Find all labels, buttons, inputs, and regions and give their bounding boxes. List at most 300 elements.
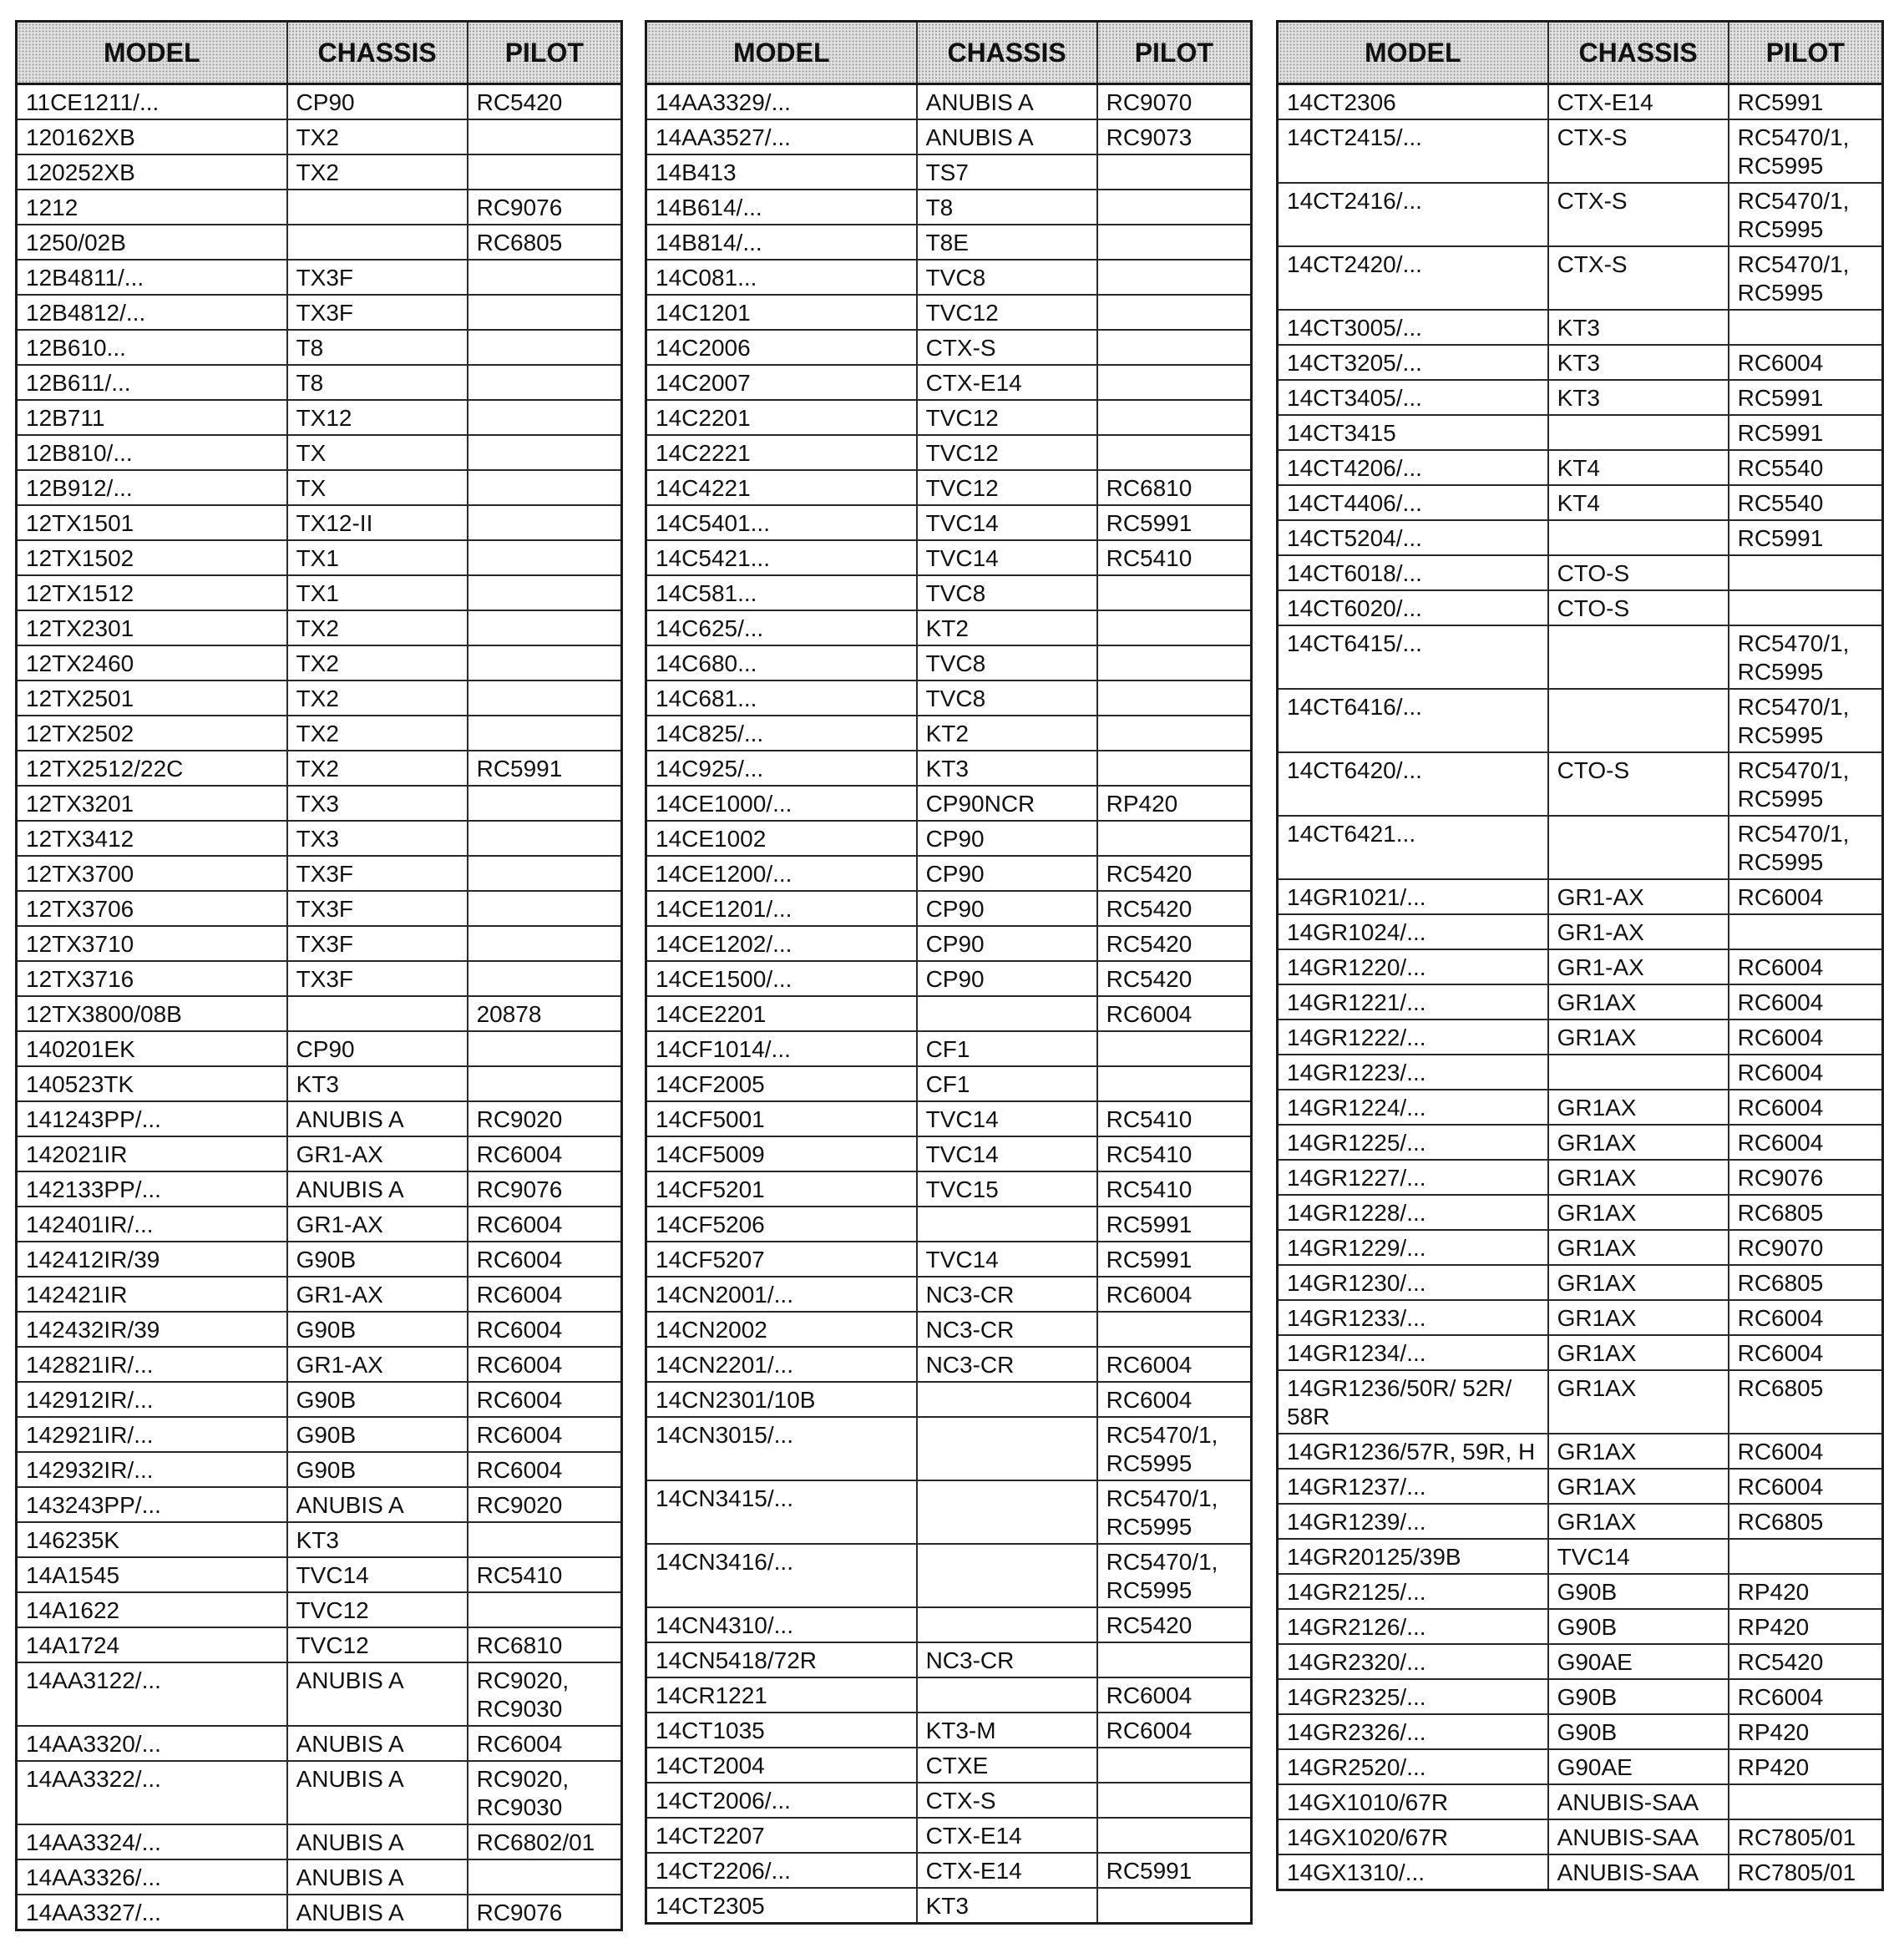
table-row xyxy=(646,154,1252,190)
chassis-cell: CTX-E14 xyxy=(1548,84,1729,120)
model-cell: 12TX3800/08B xyxy=(17,996,287,1031)
chassis-cell: CP90 xyxy=(917,961,1097,996)
table-row xyxy=(17,716,622,751)
table-row xyxy=(646,1607,1252,1642)
model-cell: 14CN3015/... xyxy=(646,1417,917,1480)
model-cell: 14CT6018/... xyxy=(1278,555,1548,590)
chassis-cell: ANUBIS-SAA xyxy=(1548,1854,1729,1890)
chassis-cell: TX3F xyxy=(287,926,468,961)
model-cell: 143243PP/... xyxy=(17,1487,287,1522)
table-row xyxy=(1278,689,1883,752)
chassis-cell: CTX-S xyxy=(917,330,1097,365)
model-cell: 14CT3405/... xyxy=(1278,380,1548,415)
model-cell: 14C681... xyxy=(646,680,917,716)
pilot-cell xyxy=(1097,1888,1252,1924)
model-cell: 14CE1002 xyxy=(646,821,917,856)
chassis-cell: CF1 xyxy=(917,1066,1097,1101)
model-cell: 120252XB xyxy=(17,154,287,190)
pilot-cell: RC5410 xyxy=(1097,540,1252,575)
pilot-cell xyxy=(1097,1066,1252,1101)
pilot-cell: RC6805 xyxy=(1729,1504,1883,1539)
model-cell: 14CN2201/... xyxy=(646,1347,917,1382)
chassis-header: CHASSIS xyxy=(287,22,468,84)
chassis-cell: TX12-II xyxy=(287,505,468,540)
pilot-cell: RC6004 xyxy=(468,1242,622,1277)
chassis-cell: ANUBIS-SAA xyxy=(1548,1819,1729,1854)
chassis-cell: TVC8 xyxy=(917,645,1097,680)
table-row xyxy=(1278,450,1883,485)
model-cell: 14GR1225/... xyxy=(1278,1125,1548,1160)
pilot-cell: RC6004 xyxy=(1729,1679,1883,1714)
model-cell: 14GR2326/... xyxy=(1278,1714,1548,1749)
chassis-cell: KT3 xyxy=(917,751,1097,786)
table-row xyxy=(1278,310,1883,345)
model-cell: 14CT2004 xyxy=(646,1748,917,1783)
pilot-cell: RC5470/1, RC5995 xyxy=(1097,1480,1252,1544)
model-cell: 14CN2002 xyxy=(646,1312,917,1347)
pilot-cell xyxy=(1729,1784,1883,1819)
table-row xyxy=(1278,1160,1883,1195)
chassis-cell: ANUBIS A xyxy=(287,1171,468,1207)
table-row xyxy=(646,1480,1252,1544)
chassis-cell: TS7 xyxy=(917,154,1097,190)
table-row xyxy=(1278,879,1883,914)
chassis-cell: TX3F xyxy=(287,961,468,996)
model-cell: 12TX1501 xyxy=(17,505,287,540)
pilot-cell: RC6004 xyxy=(1729,1090,1883,1125)
table-row xyxy=(1278,183,1883,246)
model-cell: 14CT2415/... xyxy=(1278,119,1548,183)
pilot-cell: RC9070 xyxy=(1097,84,1252,120)
pilot-cell: RC5540 xyxy=(1729,485,1883,520)
table-row xyxy=(17,1101,622,1136)
model-cell: 142421IR xyxy=(17,1277,287,1312)
model-cell: 14AA3122/... xyxy=(17,1662,287,1726)
chassis-cell: G90B xyxy=(1548,1714,1729,1749)
table-row xyxy=(1278,752,1883,816)
model-cell: 14GR2325/... xyxy=(1278,1679,1548,1714)
table-row xyxy=(17,1592,622,1627)
pilot-cell xyxy=(1097,751,1252,786)
chassis-cell: TVC14 xyxy=(287,1557,468,1592)
chassis-cell: CP90 xyxy=(917,926,1097,961)
chassis-cell: GR1AX xyxy=(1548,1125,1729,1160)
pilot-cell xyxy=(1097,1818,1252,1853)
pilot-cell: RC6004 xyxy=(468,1726,622,1761)
pilot-cell: RC6004 xyxy=(1729,879,1883,914)
pilot-cell xyxy=(1097,1748,1252,1783)
chassis-cell: ANUBIS A xyxy=(287,1726,468,1761)
pilot-header: PILOT xyxy=(1729,22,1883,84)
pilot-cell: RC5410 xyxy=(1097,1136,1252,1171)
chassis-cell xyxy=(917,1207,1097,1242)
model-cell: 14GR2126/... xyxy=(1278,1609,1548,1644)
pilot-cell: 20878 xyxy=(468,996,622,1031)
pilot-cell: RC6004 xyxy=(1097,996,1252,1031)
model-header: MODEL xyxy=(1278,22,1548,84)
table-row xyxy=(646,575,1252,610)
pilot-cell xyxy=(468,1592,622,1627)
model-cell: 142921IR/... xyxy=(17,1417,287,1452)
table-row xyxy=(17,400,622,435)
pilot-cell: RC6004 xyxy=(1729,1469,1883,1504)
table-row xyxy=(17,1031,622,1066)
chassis-cell: G90B xyxy=(287,1242,468,1277)
model-cell: 14GR2125/... xyxy=(1278,1574,1548,1609)
pilot-cell xyxy=(468,891,622,926)
model-cell: 14CT5204/... xyxy=(1278,520,1548,555)
pilot-cell: RC5991 xyxy=(1729,415,1883,450)
model-cell: 12TX2512/22C xyxy=(17,751,287,786)
model-cell: 14GR1234/... xyxy=(1278,1335,1548,1370)
table-row xyxy=(1278,415,1883,450)
table-row xyxy=(17,1171,622,1207)
chassis-cell: TVC14 xyxy=(917,505,1097,540)
table-row xyxy=(1278,1300,1883,1335)
model-cell: 14CR1221 xyxy=(646,1677,917,1713)
table-row xyxy=(646,435,1252,470)
pilot-cell xyxy=(1097,716,1252,751)
pilot-cell xyxy=(468,295,622,330)
table-row xyxy=(1278,1644,1883,1679)
chassis-cell: TX1 xyxy=(287,575,468,610)
pilot-cell xyxy=(468,1859,622,1895)
table-row xyxy=(1278,380,1883,415)
chassis-cell: GR1-AX xyxy=(1548,879,1729,914)
chassis-cell: TX1 xyxy=(287,540,468,575)
chassis-cell xyxy=(1548,816,1729,879)
model-cell: 14CF2005 xyxy=(646,1066,917,1101)
chassis-cell: CTX-E14 xyxy=(917,1853,1097,1888)
model-cell: 14C925/... xyxy=(646,751,917,786)
chassis-cell: G90B xyxy=(1548,1679,1729,1714)
model-cell: 12TX2460 xyxy=(17,645,287,680)
pilot-header: PILOT xyxy=(468,22,622,84)
model-cell: 14GR1021/... xyxy=(1278,879,1548,914)
model-cell: 14CT2305 xyxy=(646,1888,917,1924)
pilot-cell: RC5470/1, RC5995 xyxy=(1097,1544,1252,1607)
model-cell: 12B4812/... xyxy=(17,295,287,330)
table-row xyxy=(646,540,1252,575)
chassis-cell: GR1AX xyxy=(1548,1469,1729,1504)
model-cell: 14CF5001 xyxy=(646,1101,917,1136)
chassis-cell: G90B xyxy=(1548,1574,1729,1609)
model-cell: 14GR1221/... xyxy=(1278,984,1548,1019)
chassis-cell: CTO-S xyxy=(1548,590,1729,625)
table-row xyxy=(1278,914,1883,949)
chassis-cell: TVC12 xyxy=(917,470,1097,505)
table-row xyxy=(646,1713,1252,1748)
model-cell: 1212 xyxy=(17,190,287,225)
model-cell: 14CF1014/... xyxy=(646,1031,917,1066)
pilot-cell: RC6004 xyxy=(1097,1277,1252,1312)
model-cell: 14C2006 xyxy=(646,330,917,365)
table-row xyxy=(1278,555,1883,590)
pilot-cell xyxy=(468,260,622,295)
model-cell: 12TX3710 xyxy=(17,926,287,961)
pilot-cell: RC9076 xyxy=(468,190,622,225)
table-row xyxy=(1278,1019,1883,1055)
model-cell: 14CE1201/... xyxy=(646,891,917,926)
pilot-cell xyxy=(468,821,622,856)
model-cell: 14CE1202/... xyxy=(646,926,917,961)
chassis-cell: G90B xyxy=(287,1417,468,1452)
model-cell: 14GR1229/... xyxy=(1278,1230,1548,1265)
chassis-cell: TX xyxy=(287,435,468,470)
table-row xyxy=(1278,246,1883,310)
chassis-cell: ANUBIS A xyxy=(287,1859,468,1895)
pilot-cell xyxy=(468,330,622,365)
chassis-cell: TVC12 xyxy=(917,435,1097,470)
pilot-cell: RC5991 xyxy=(1729,520,1883,555)
model-cell: 12B610... xyxy=(17,330,287,365)
pilot-cell xyxy=(1097,1783,1252,1818)
table-row xyxy=(17,1136,622,1171)
pilot-cell xyxy=(468,400,622,435)
table-row xyxy=(1278,1854,1883,1890)
table-row xyxy=(646,1382,1252,1417)
pilot-cell xyxy=(468,680,622,716)
model-cell: 14C5421... xyxy=(646,540,917,575)
pilot-cell xyxy=(468,716,622,751)
chassis-cell: GR1AX xyxy=(1548,1370,1729,1434)
model-cell: 142021IR xyxy=(17,1136,287,1171)
pilot-cell xyxy=(468,1522,622,1557)
chassis-cell: CTX-S xyxy=(917,1783,1097,1818)
model-cell: 14C2221 xyxy=(646,435,917,470)
table-row xyxy=(1278,1714,1883,1749)
pilot-cell: RC6004 xyxy=(1729,1019,1883,1055)
chassis-cell: GR1AX xyxy=(1548,1265,1729,1300)
pilot-cell xyxy=(1097,260,1252,295)
chassis-cell: CP90 xyxy=(917,891,1097,926)
chassis-cell: TX xyxy=(287,470,468,505)
pilot-cell: RC5420 xyxy=(1097,961,1252,996)
model-cell: 14A1545 xyxy=(17,1557,287,1592)
chassis-cell: T8 xyxy=(287,330,468,365)
pilot-cell: RC6004 xyxy=(1729,984,1883,1019)
pilot-cell xyxy=(1097,330,1252,365)
chassis-cell: TVC14 xyxy=(1548,1539,1729,1574)
pilot-cell: RC6004 xyxy=(1097,1713,1252,1748)
table-row xyxy=(1278,1469,1883,1504)
table-row xyxy=(1278,485,1883,520)
pilot-cell xyxy=(1729,914,1883,949)
chassis-cell: TX3F xyxy=(287,856,468,891)
chassis-cell: GR1AX xyxy=(1548,984,1729,1019)
model-cell: 14GR1236/50R/ 52R/ 58R xyxy=(1278,1370,1548,1434)
model-cell: 14CN4310/... xyxy=(646,1607,917,1642)
table-row xyxy=(17,435,622,470)
pilot-cell xyxy=(1097,645,1252,680)
table-row xyxy=(17,1417,622,1452)
chassis-cell: KT3 xyxy=(1548,310,1729,345)
table-row xyxy=(646,1171,1252,1207)
pilot-cell: RC5420 xyxy=(468,84,622,120)
pilot-cell: RC6004 xyxy=(468,1347,622,1382)
model-cell: 140201EK xyxy=(17,1031,287,1066)
table-row xyxy=(17,856,622,891)
pilot-cell xyxy=(1729,1539,1883,1574)
table-row xyxy=(1278,984,1883,1019)
model-cell: 14CN5418/72R xyxy=(646,1642,917,1677)
model-cell: 14B413 xyxy=(646,154,917,190)
model-cell: 14CT2306 xyxy=(1278,84,1548,120)
pilot-cell: RC9076 xyxy=(1729,1160,1883,1195)
pilot-cell xyxy=(468,575,622,610)
pilot-cell: RC6004 xyxy=(1729,1335,1883,1370)
table-row xyxy=(646,1277,1252,1312)
chassis-cell xyxy=(917,1417,1097,1480)
model-cell: 14GR2320/... xyxy=(1278,1644,1548,1679)
table-row xyxy=(17,575,622,610)
chassis-cell: G90AE xyxy=(1548,1749,1729,1784)
chassis-cell: TX3F xyxy=(287,260,468,295)
table-row xyxy=(17,1312,622,1347)
pilot-cell xyxy=(1097,295,1252,330)
table-row xyxy=(1278,1434,1883,1469)
table-row xyxy=(646,1853,1252,1888)
table-row xyxy=(646,1888,1252,1924)
model-cell: 14C2007 xyxy=(646,365,917,400)
model-cell: 14GR2520/... xyxy=(1278,1749,1548,1784)
table-row xyxy=(17,1452,622,1487)
model-cell: 14CF5207 xyxy=(646,1242,917,1277)
table-row xyxy=(1278,1195,1883,1230)
table-row xyxy=(1278,520,1883,555)
pilot-cell xyxy=(468,1066,622,1101)
table-row xyxy=(17,1895,622,1930)
model-cell: 14AA3326/... xyxy=(17,1859,287,1895)
model-cell: 14CT6416/... xyxy=(1278,689,1548,752)
table-row xyxy=(17,1277,622,1312)
model-cell: 12TX1502 xyxy=(17,540,287,575)
table-row xyxy=(646,1544,1252,1607)
table-row xyxy=(646,1312,1252,1347)
model-cell: 14B814/... xyxy=(646,225,917,260)
pilot-cell: RC5991 xyxy=(1729,84,1883,120)
table-row xyxy=(646,1818,1252,1853)
model-cell: 142912IR/... xyxy=(17,1382,287,1417)
pilot-cell xyxy=(468,540,622,575)
chassis-cell: TX2 xyxy=(287,154,468,190)
table-row xyxy=(17,154,622,190)
pilot-cell xyxy=(468,610,622,645)
model-cell: 12TX1512 xyxy=(17,575,287,610)
table-row xyxy=(646,1101,1252,1136)
chassis-cell: G90B xyxy=(287,1312,468,1347)
pilot-cell: RC6004 xyxy=(1097,1382,1252,1417)
pilot-cell: RC6004 xyxy=(468,1136,622,1171)
table-row xyxy=(646,856,1252,891)
chassis-cell xyxy=(917,996,1097,1031)
chassis-cell: TX2 xyxy=(287,119,468,154)
pilot-cell: RC5991 xyxy=(468,751,622,786)
model-cell: 14CN2301/10B xyxy=(646,1382,917,1417)
chassis-cell: KT3 xyxy=(287,1066,468,1101)
chassis-cell: CTX-E14 xyxy=(917,365,1097,400)
pilot-cell xyxy=(1729,590,1883,625)
table-row xyxy=(17,680,622,716)
model-cell: 142401IR/... xyxy=(17,1207,287,1242)
pilot-cell xyxy=(468,1031,622,1066)
pilot-cell: RC5410 xyxy=(1097,1101,1252,1136)
table-row xyxy=(17,1242,622,1277)
chassis-cell: GR1AX xyxy=(1548,1504,1729,1539)
model-cell: 14AA3327/... xyxy=(17,1895,287,1930)
table-row xyxy=(646,645,1252,680)
model-cell: 14AA3329/... xyxy=(646,84,917,120)
chassis-cell: TVC12 xyxy=(917,295,1097,330)
chassis-cell: ANUBIS A xyxy=(287,1487,468,1522)
chassis-cell xyxy=(287,225,468,260)
chassis-cell: TX2 xyxy=(287,716,468,751)
model-cell: 14CT3205/... xyxy=(1278,345,1548,380)
table-row xyxy=(646,680,1252,716)
model-cell: 12TX2501 xyxy=(17,680,287,716)
chassis-cell: KT2 xyxy=(917,610,1097,645)
table-row xyxy=(17,1207,622,1242)
chassis-cell xyxy=(917,1677,1097,1713)
chassis-cell: GR1-AX xyxy=(287,1136,468,1171)
table-row xyxy=(1278,625,1883,689)
chassis-cell: GR1-AX xyxy=(1548,914,1729,949)
table-row xyxy=(17,260,622,295)
table-row xyxy=(646,610,1252,645)
chassis-cell: GR1AX xyxy=(1548,1160,1729,1195)
model-cell: 12TX3706 xyxy=(17,891,287,926)
table-row xyxy=(1278,1819,1883,1854)
model-cell: 14C4221 xyxy=(646,470,917,505)
chassis-cell: KT2 xyxy=(917,716,1097,751)
chassis-cell: CTO-S xyxy=(1548,555,1729,590)
chassis-cell: T8E xyxy=(917,225,1097,260)
model-cell: 11CE1211/... xyxy=(17,84,287,120)
table-row xyxy=(1278,1749,1883,1784)
chassis-cell xyxy=(917,1607,1097,1642)
pilot-cell: RC5410 xyxy=(468,1557,622,1592)
table-row xyxy=(1278,1090,1883,1125)
table-row xyxy=(1278,1609,1883,1644)
model-cell: 146235K xyxy=(17,1522,287,1557)
table-row xyxy=(646,330,1252,365)
model-cell: 14CE1000/... xyxy=(646,786,917,821)
model-cell: 12TX2301 xyxy=(17,610,287,645)
chassis-cell: NC3-CR xyxy=(917,1312,1097,1347)
pilot-cell: RC6004 xyxy=(1729,949,1883,984)
table-row xyxy=(17,119,622,154)
chassis-cell: TVC8 xyxy=(917,575,1097,610)
pilot-cell xyxy=(1097,1312,1252,1347)
table-row xyxy=(1278,1539,1883,1574)
chassis-cell: G90AE xyxy=(1548,1644,1729,1679)
table-row xyxy=(17,1859,622,1895)
chassis-cell: TVC8 xyxy=(917,260,1097,295)
table-row xyxy=(17,926,622,961)
model-cell: 14CN3415/... xyxy=(646,1480,917,1544)
chassis-cell: KT3 xyxy=(287,1522,468,1557)
pilot-cell: RC6004 xyxy=(1729,1434,1883,1469)
chassis-cell xyxy=(1548,1055,1729,1090)
table-row xyxy=(1278,1370,1883,1434)
pilot-cell: RC5420 xyxy=(1097,891,1252,926)
model-cell: 14CT3415 xyxy=(1278,415,1548,450)
chassis-cell: T8 xyxy=(287,365,468,400)
pilot-cell: RC9020, RC9030 xyxy=(468,1761,622,1824)
table-row xyxy=(1278,590,1883,625)
model-cell: 14GR1024/... xyxy=(1278,914,1548,949)
table-row xyxy=(646,505,1252,540)
